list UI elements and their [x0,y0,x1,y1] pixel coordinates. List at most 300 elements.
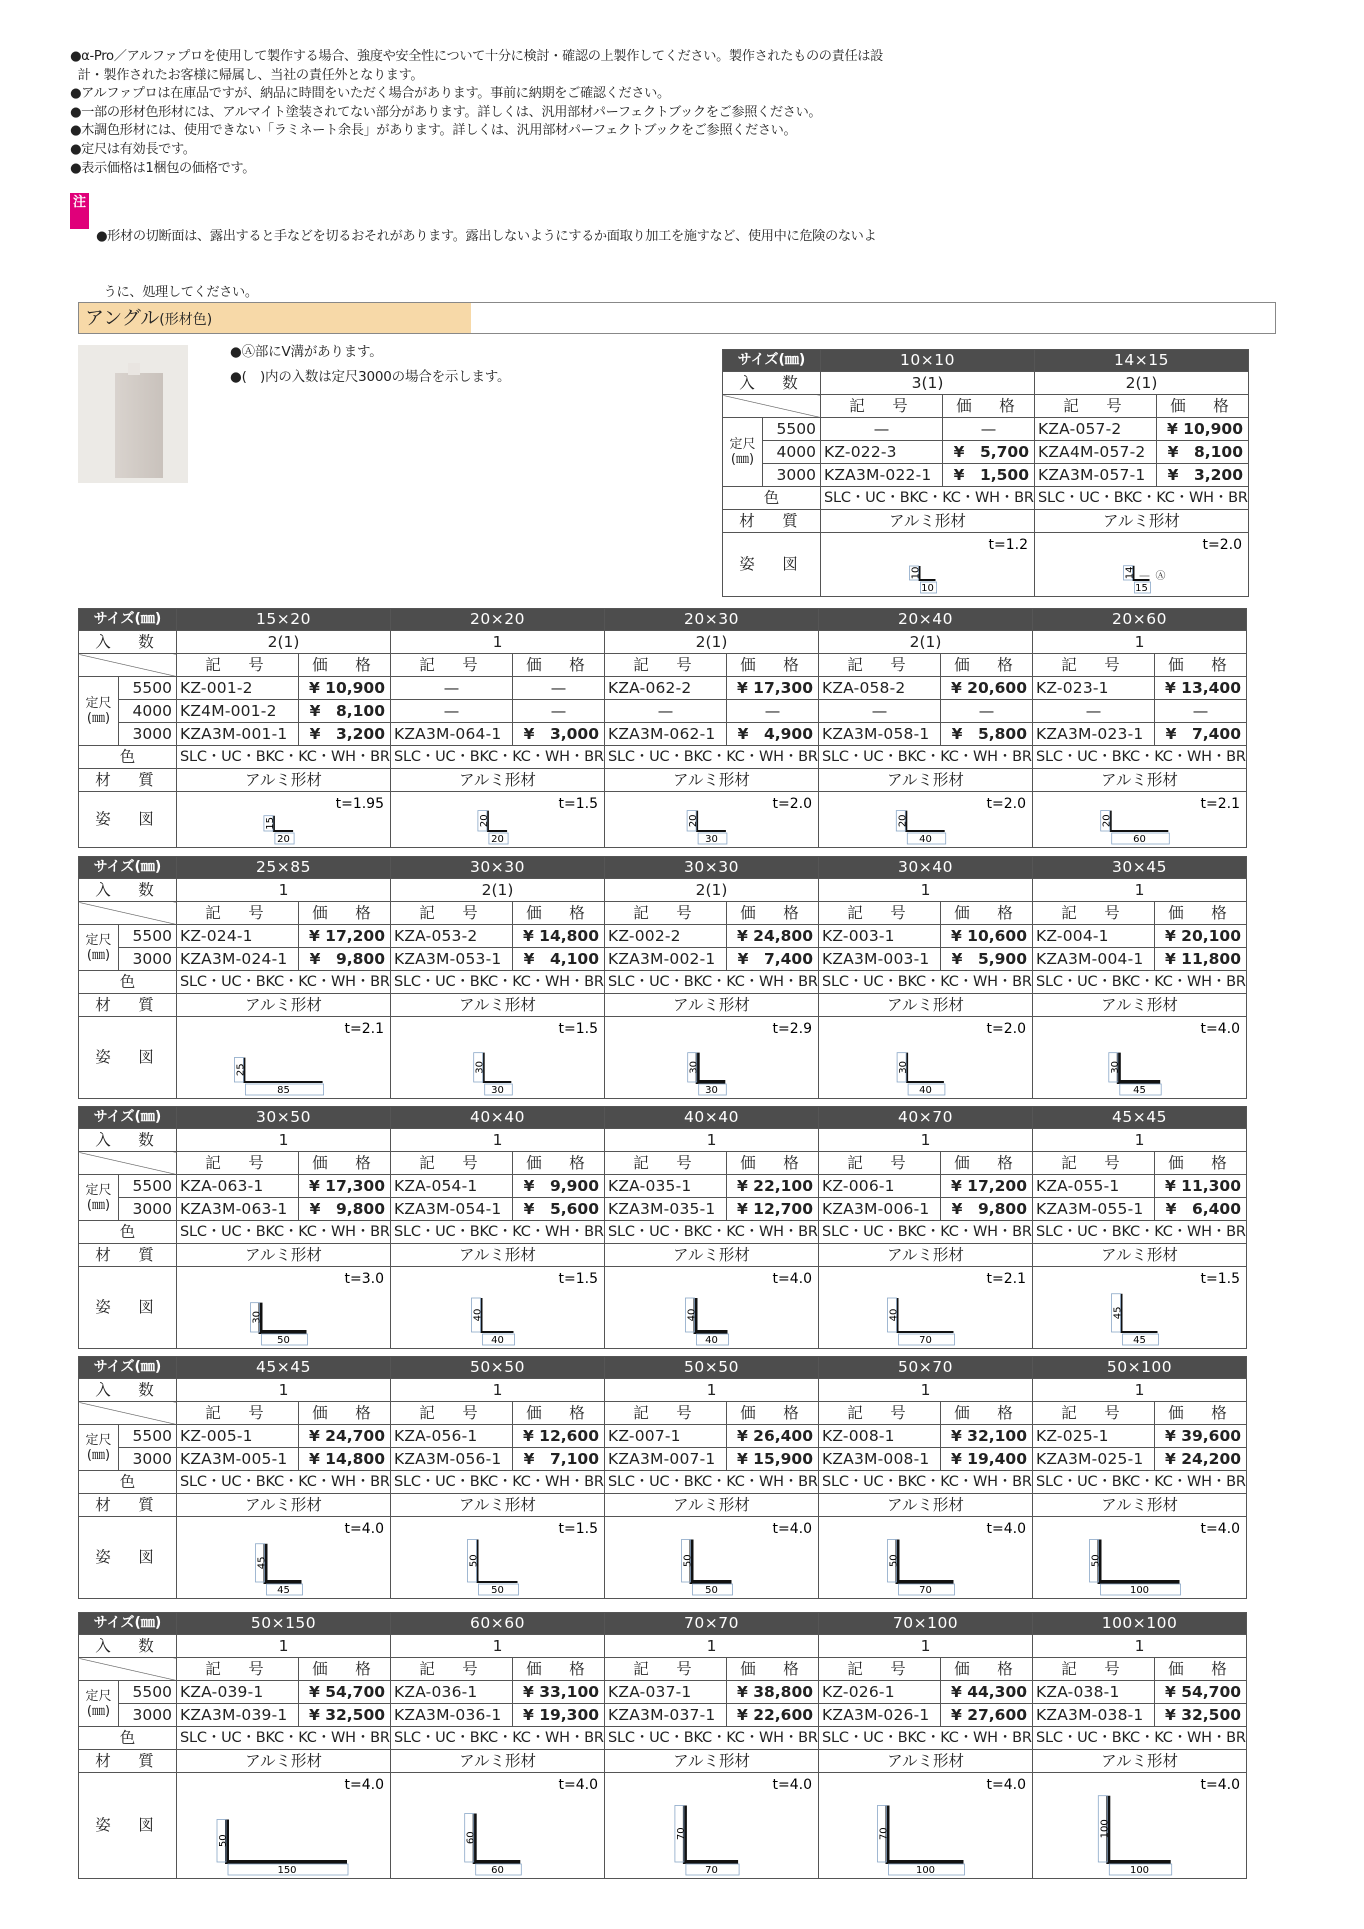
material-cell: アルミ形材 [177,1750,391,1773]
width-dim-label: 70 [705,1865,718,1876]
qty-cell: 1 [1033,1129,1247,1152]
length-row [79,1681,1247,1704]
thickness-label: t=2.9 [772,1021,812,1037]
height-dim-label: 20 [1101,814,1113,828]
profile-diagram [605,792,819,848]
width-dim-label: 30 [491,1085,504,1096]
thickness-label: t=2.1 [344,1021,384,1037]
angle-profile [1100,1540,1180,1583]
product-price: ¥ 17,200 [299,925,391,948]
angle-diagram [1033,1517,1246,1598]
width-dim-label: 40 [491,1335,504,1346]
thickness-label: t=1.2 [988,537,1028,553]
product-code: KZA-035-1 [605,1175,727,1198]
material-cell: アルミ形材 [391,1244,605,1267]
color-cell: SLC・UC・BKC・KC・WH・BR [1033,1727,1247,1750]
product-code: KZA3M-037-1 [605,1704,727,1727]
angle-profile [266,1544,302,1582]
angle-diagram [391,1773,604,1878]
length-label: 定尺 (㎜) [79,1175,119,1221]
length-row [723,441,1249,464]
width-dim-label: 100 [1129,1585,1150,1596]
section-title: アングル [85,307,160,329]
color-label: 色 [79,1221,177,1244]
thickness-label: t=3.0 [344,1271,384,1287]
angle-profile [244,1058,322,1082]
figure-label: 姿 図 [79,1017,177,1099]
length-value: 5500 [119,1681,177,1704]
product-photo [78,345,188,483]
product-code: KZA3M-002-1 [605,948,727,971]
product-price: ¥ 22,600 [727,1704,819,1727]
code-header: 記 号 [819,902,941,925]
product-code: KZA-056-1 [391,1425,513,1448]
product-price: ¥ 15,900 [727,1448,819,1471]
product-code: KZA3M-003-1 [819,948,941,971]
width-dim-label: 15 [1135,583,1148,594]
figure-label: 姿 図 [79,1517,177,1599]
width-dim-label: 50 [277,1335,290,1346]
qty-row [79,631,1247,654]
length-value: 3000 [119,1448,177,1471]
product-price: ¥ 5,800 [941,723,1033,746]
price-header: 価 格 [1157,395,1249,418]
qty-label: 入 数 [79,1379,177,1402]
thickness-label: t=4.0 [558,1777,599,1793]
product-code: KZA-037-1 [605,1681,727,1704]
color-label: 色 [79,971,177,994]
width-dim-label: 20 [277,834,290,845]
price-header: 価 格 [299,1658,391,1681]
profile-diagram [819,792,1033,848]
size-cell: 20×40 [819,609,1033,631]
angle-profile [898,1298,954,1332]
height-dim-label: 20 [897,814,909,828]
color-cell: SLC・UC・BKC・KC・WH・BR [391,1471,605,1494]
angle-diagram [1033,792,1246,847]
length-label: 定尺 (㎜) [79,1425,119,1471]
product-code: KZA3M-057-1 [1035,464,1157,487]
product-price: — [941,700,1033,723]
profile-diagram [391,792,605,848]
qty-cell: 1 [819,1635,1033,1658]
diagonal-corner [723,395,821,418]
width-dim-label: 30 [705,1085,718,1096]
qty-cell: 1 [1033,631,1247,654]
profile-diagram [177,1773,391,1879]
price-header: 価 格 [513,1658,605,1681]
thickness-label: t=1.5 [1200,1271,1240,1287]
price-header: 価 格 [943,395,1035,418]
length-label: 定尺 (㎜) [79,677,119,746]
product-code: KZ-023-1 [1033,677,1155,700]
product-price: ¥ 11,800 [1155,948,1247,971]
angle-diagram [391,1017,604,1098]
code-header: 記 号 [177,654,299,677]
price-header: 価 格 [513,1402,605,1425]
size-row [79,857,1247,879]
product-price: ¥ 24,700 [299,1425,391,1448]
qty-cell: 1 [177,1379,391,1402]
product-code: KZA3M-035-1 [605,1198,727,1221]
thickness-label: t=4.0 [772,1271,812,1287]
height-dim-label: 50 [1090,1554,1102,1568]
width-dim-label: 150 [277,1865,297,1876]
product-code: KZ-007-1 [605,1425,727,1448]
product-price: ¥ 54,700 [1155,1681,1247,1704]
figure-row [79,1017,1247,1099]
section-header [78,302,1276,334]
color-cell: SLC・UC・BKC・KC・WH・BR [1033,971,1247,994]
thickness-label: t=1.5 [558,1021,598,1037]
product-code: KZA3M-008-1 [819,1448,941,1471]
size-cell: 30×30 [605,857,819,879]
column-title-row [723,395,1249,418]
product-code: KZ-025-1 [1033,1425,1155,1448]
color-cell: SLC・UC・BKC・KC・WH・BR [177,1471,391,1494]
angle-profile [692,1540,732,1583]
code-header: 記 号 [391,902,513,925]
code-header: 記 号 [1033,1402,1155,1425]
height-dim-label: 40 [686,1308,698,1322]
product-price: ¥ 9,900 [513,1175,605,1198]
profile-diagram [177,1267,391,1349]
length-row [79,723,1247,746]
product-code: — [1033,700,1155,723]
profile-diagram [1035,533,1249,597]
angle-profile [906,811,944,831]
warning-line-2: うに、処理してください。 [96,284,258,300]
color-cell: SLC・UC・BKC・KC・WH・BR [605,1221,819,1244]
product-code: KZA3M-064-1 [391,723,513,746]
height-dim-label: 50 [468,1554,480,1568]
angle-profile [697,811,726,831]
profile-diagram [605,1017,819,1099]
profile-diagram [1033,1267,1247,1349]
product-code: KZ-004-1 [1033,925,1155,948]
material-cell: アルミ形材 [177,769,391,792]
product-code: KZ-006-1 [819,1175,941,1198]
product-price: ¥ 4,900 [727,723,819,746]
groove-mark-label: Ⓐ [1155,571,1166,582]
angle-profile [1108,1796,1170,1862]
angle-profile [1111,811,1169,831]
note-line: ●木調色形材には、使用できない「ラミネート余長」があります。詳しくは、汎用部材パーフェクトブックをご参照ください。 [70,123,797,139]
length-value: 3000 [119,723,177,746]
size-label: サイズ(㎜) [79,1357,177,1379]
angle-diagram [819,792,1032,847]
profile-diagram [391,1017,605,1099]
height-dim-label: 40 [888,1308,900,1322]
angle-diagram [1033,1017,1246,1098]
material-label: 材 質 [723,510,821,533]
size-cell: 15×20 [177,609,391,631]
product-price: ¥ 20,100 [1155,925,1247,948]
product-code: KZA-055-1 [1033,1175,1155,1198]
material-cell: アルミ形材 [1033,1750,1247,1773]
color-row [79,1221,1247,1244]
material-label: 材 質 [79,1494,177,1517]
angle-diagram [391,792,604,847]
angle-diagram [177,1773,390,1878]
price-header: 価 格 [727,654,819,677]
product-code: KZ-001-2 [177,677,299,700]
spec-table-block-4 [78,1356,1247,1599]
product-price: ¥ 12,600 [513,1425,605,1448]
angle-diagram [605,1773,818,1878]
length-value: 4000 [763,441,821,464]
angle-profile [484,1053,512,1082]
length-value: 5500 [119,1425,177,1448]
product-price: ¥ 7,400 [727,948,819,971]
size-cell: 50×100 [1033,1357,1247,1379]
product-price: ¥ 10,600 [941,925,1033,948]
angle-profile [1134,566,1150,580]
product-price: ¥ 14,800 [299,1448,391,1471]
product-price: ¥ 38,800 [727,1681,819,1704]
price-header: 価 格 [513,654,605,677]
product-code: KZA-053-2 [391,925,513,948]
qty-label: 入 数 [79,631,177,654]
material-cell: アルミ形材 [1033,1244,1247,1267]
qty-cell: 2(1) [605,631,819,654]
product-price: — [1155,700,1247,723]
product-price: ¥ 24,800 [727,925,819,948]
profile-diagram [605,1267,819,1349]
height-dim-label: 20 [478,814,490,828]
product-code: KZ-002-2 [605,925,727,948]
product-code: KZ-003-1 [819,925,941,948]
product-code: KZA3M-024-1 [177,948,299,971]
qty-row [723,372,1249,395]
angle-profile [898,1540,954,1583]
qty-label: 入 数 [79,1129,177,1152]
code-header: 記 号 [605,1658,727,1681]
product-price: ¥ 5,600 [513,1198,605,1221]
length-row [79,1704,1247,1727]
qty-cell: 1 [605,1635,819,1658]
angle-diagram [391,1517,604,1598]
product-code: KZA3M-036-1 [391,1704,513,1727]
qty-label: 入 数 [79,879,177,902]
size-cell: 30×40 [819,857,1033,879]
product-price: — [943,418,1035,441]
material-row [79,1244,1247,1267]
material-cell: アルミ形材 [391,1494,605,1517]
angle-diagram [177,1517,390,1598]
price-header: 価 格 [941,654,1033,677]
intro-notes [230,340,510,390]
material-cell: アルミ形材 [819,1494,1033,1517]
product-code: — [821,418,943,441]
price-header: 価 格 [941,902,1033,925]
qty-cell: 1 [819,1129,1033,1152]
color-cell: SLC・UC・BKC・KC・WH・BR [391,971,605,994]
note-line: ●一部の形材色形材には、アルマイト塗装されてない部分があります。詳しくは、汎用部材パーフェクトブックをご参照ください。 [70,104,822,120]
thickness-label: t=1.5 [558,796,598,812]
spec-table-block-5 [78,1612,1247,1879]
qty-cell: 1 [1033,1635,1247,1658]
qty-cell: 1 [1033,1379,1247,1402]
product-price: — [513,677,605,700]
angle-profile [698,1053,726,1082]
size-cell: 50×150 [177,1613,391,1635]
length-row [79,1198,1247,1221]
size-label: サイズ(㎜) [79,1613,177,1635]
color-cell: SLC・UC・BKC・KC・WH・BR [819,1471,1033,1494]
size-cell: 14×15 [1035,350,1249,372]
qty-cell: 1 [819,1379,1033,1402]
product-price: ¥ 20,600 [941,677,1033,700]
qty-row [79,1379,1247,1402]
color-label: 色 [79,1727,177,1750]
price-header: 価 格 [941,1152,1033,1175]
product-price: ¥ 32,100 [941,1425,1033,1448]
warning-badge: 注 [70,193,89,229]
size-cell: 30×30 [391,857,605,879]
product-price: ¥ 8,100 [299,700,391,723]
code-header: 記 号 [821,395,943,418]
width-dim-label: 45 [1133,1085,1146,1096]
angle-diagram [819,1017,1032,1098]
thickness-label: t=4.0 [1200,1521,1240,1537]
product-price: ¥ 5,900 [941,948,1033,971]
product-price: ¥ 5,700 [943,441,1035,464]
color-cell: SLC・UC・BKC・KC・WH・BR [1033,1471,1247,1494]
qty-cell: 1 [1033,879,1247,902]
diagonal-corner [79,1658,177,1681]
profile-diagram [819,1267,1033,1349]
angle-diagram [177,792,390,847]
product-code: KZA-057-2 [1035,418,1157,441]
qty-row [79,1129,1247,1152]
code-header: 記 号 [605,654,727,677]
size-cell: 100×100 [1033,1613,1247,1635]
width-dim-label: 45 [1133,1335,1146,1346]
color-cell: SLC・UC・BKC・KC・WH・BR [391,746,605,769]
height-dim-label: 30 [1109,1060,1121,1074]
code-header: 記 号 [391,654,513,677]
length-value: 3000 [119,948,177,971]
product-code: KZ4M-001-2 [177,700,299,723]
price-header: 価 格 [1155,1658,1247,1681]
product-code: KZA3M-062-1 [605,723,727,746]
product-code: KZA3M-022-1 [821,464,943,487]
profile-diagram [177,1017,391,1099]
height-dim-label: 60 [465,1831,477,1845]
warning-line-1: ●形材の切断面は、露出すると手などを切るおそれがあります。露出しないようにするか面取り加工を施すなど、使用中に危険のないよ [96,229,877,245]
color-cell: SLC・UC・BKC・KC・WH・BR [605,1471,819,1494]
angle-diagram [605,1517,818,1598]
product-price: ¥ 9,800 [941,1198,1033,1221]
profile-diagram [605,1773,819,1879]
product-code: KZA-062-2 [605,677,727,700]
height-dim-label: 50 [888,1554,900,1568]
height-dim-label: 30 [474,1060,486,1074]
figure-row [79,1267,1247,1349]
product-code: — [391,700,513,723]
thickness-label: t=4.0 [344,1521,384,1537]
material-cell: アルミ形材 [605,769,819,792]
angle-diagram [177,1267,390,1348]
spec-table-block-2 [78,856,1247,1099]
angle-profile [1119,1053,1160,1082]
color-row [79,1471,1247,1494]
profile-diagram [1033,1517,1247,1599]
angle-diagram [605,792,818,847]
angle-profile [482,1298,514,1332]
size-cell: 10×10 [821,350,1035,372]
width-dim-label: 10 [921,583,934,594]
length-value: 3000 [119,1704,177,1727]
qty-row [79,1635,1247,1658]
product-price: ¥ 32,500 [299,1704,391,1727]
product-price: ¥ 32,500 [1155,1704,1247,1727]
product-price: — [727,700,819,723]
product-price: ¥ 14,800 [513,925,605,948]
size-cell: 70×70 [605,1613,819,1635]
spec-table-block-1 [78,608,1247,848]
thickness-label: t=2.0 [986,1021,1026,1037]
size-cell: 50×70 [819,1357,1033,1379]
height-dim-label: 70 [878,1827,890,1841]
color-cell: SLC・UC・BKC・KC・WH・BR [819,971,1033,994]
price-header: 価 格 [299,902,391,925]
angle-profile [1122,1294,1158,1332]
color-cell: SLC・UC・BKC・KC・WH・BR [605,971,819,994]
product-price: ¥ 7,100 [513,1448,605,1471]
code-header: 記 号 [605,1152,727,1175]
price-header: 価 格 [727,1152,819,1175]
product-price: ¥ 3,200 [1157,464,1249,487]
width-dim-label: 40 [705,1335,718,1346]
column-title-row [79,902,1247,925]
qty-cell: 3(1) [821,372,1035,395]
length-label: 定尺 (㎜) [79,925,119,971]
product-code: — [605,700,727,723]
product-price: ¥ 39,600 [1155,1425,1247,1448]
size-cell: 70×100 [819,1613,1033,1635]
color-row [79,746,1247,769]
material-cell: アルミ形材 [605,1494,819,1517]
length-value: 5500 [763,418,821,441]
price-header: 価 格 [299,1402,391,1425]
code-header: 記 号 [1035,395,1157,418]
height-dim-label: 20 [688,814,700,828]
product-price: ¥ 13,400 [1155,677,1247,700]
color-row [723,487,1249,510]
product-code: KZA3M-039-1 [177,1704,299,1727]
product-price: ¥ 9,800 [299,1198,391,1221]
price-header: 価 格 [727,902,819,925]
product-price: ¥ 17,300 [727,677,819,700]
color-cell: SLC・UC・BKC・KC・WH・BR [177,1221,391,1244]
angle-diagram [391,1267,604,1348]
product-price: ¥ 11,300 [1155,1175,1247,1198]
height-dim-label: 15 [264,816,276,830]
angle-diagram [605,1017,818,1098]
note-line: ●定尺は有効長です。 [70,141,196,157]
product-code: KZA3M-023-1 [1033,723,1155,746]
qty-cell: 1 [391,631,605,654]
material-cell: アルミ形材 [819,769,1033,792]
angle-diagram [821,533,1034,596]
thickness-label: t=2.0 [1202,537,1242,553]
height-dim-label: 30 [688,1060,700,1074]
size-label: サイズ(㎜) [79,609,177,631]
product-price: ¥ 19,300 [513,1704,605,1727]
size-cell: 20×30 [605,609,819,631]
